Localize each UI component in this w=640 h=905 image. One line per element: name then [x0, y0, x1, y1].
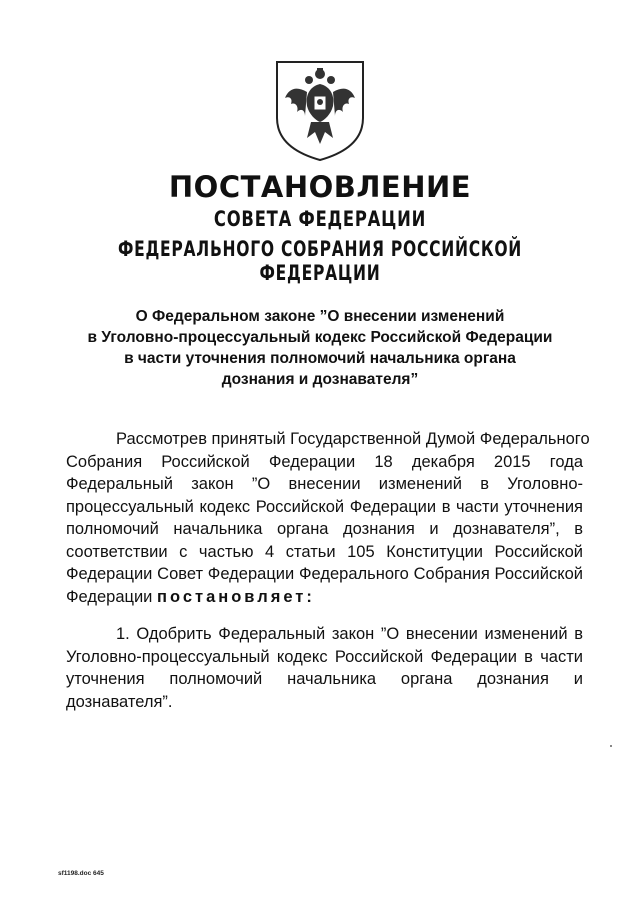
body-paragraph-2 — [66, 623, 583, 713]
issuer-line-1: СОВЕТА ФЕДЕРАЦИИ — [213, 207, 427, 231]
paragraph-line: соответствии с частью 4 статьи 105 Конституции Российской — [66, 542, 583, 561]
scan-artifact — [610, 745, 612, 747]
heading-line: дознания и дознавателя” — [221, 371, 419, 388]
paragraph-line: уточнения полномочий начальника органа дознания и — [66, 670, 583, 688]
paragraph-line: 1. Одобрить Федеральный закон ”О внесении изменений в — [116, 625, 583, 643]
paragraph-line: Рассмотрев принятый Государственной Думой Федерального — [116, 430, 590, 448]
paragraph-line: Собрания Российской Федерации 18 декабря 2015 года — [66, 452, 583, 471]
paragraph-line: процессуальный кодекс Российской Федерации в части уточнения — [66, 497, 583, 516]
paragraph-line: Уголовно-процессуальный кодекс Российской Федерации в части — [66, 647, 583, 666]
heading-line: в Уголовно-процессуальный кодекс Российской Федерации — [87, 329, 553, 346]
issuer-line-2: ФЕДЕРАЛЬНОГО СОБРАНИЯ РОССИЙСКОЙ ФЕДЕРАЦИИ — [117, 237, 523, 285]
coat-of-arms-emblem — [271, 58, 369, 162]
resolution-heading — [60, 306, 580, 390]
paragraph-text: Федерации — [66, 587, 153, 606]
resolution-verb: постановляет: — [157, 587, 315, 606]
paragraph-line: полномочий начальника органа дознания и дознавателя”, в — [66, 520, 583, 538]
paragraph-line: Федеральный закон ”О внесении изменений в Уголовно- — [66, 475, 583, 493]
paragraph-line: дознавателя”. — [66, 692, 173, 711]
file-code: sf1198.doc 645 — [58, 870, 104, 877]
heading-line: О Федеральном законе ”О внесении изменений — [135, 308, 505, 325]
body-paragraph-1 — [66, 428, 590, 608]
paragraph-line: Федерации Совет Федерации Федерального Собрания Российской — [66, 565, 583, 583]
heading-line: в части уточнения полномочий начальника органа — [124, 350, 516, 367]
document-title: ПОСТАНОВЛЕНИЕ — [168, 170, 472, 204]
paragraph-line — [66, 586, 583, 609]
